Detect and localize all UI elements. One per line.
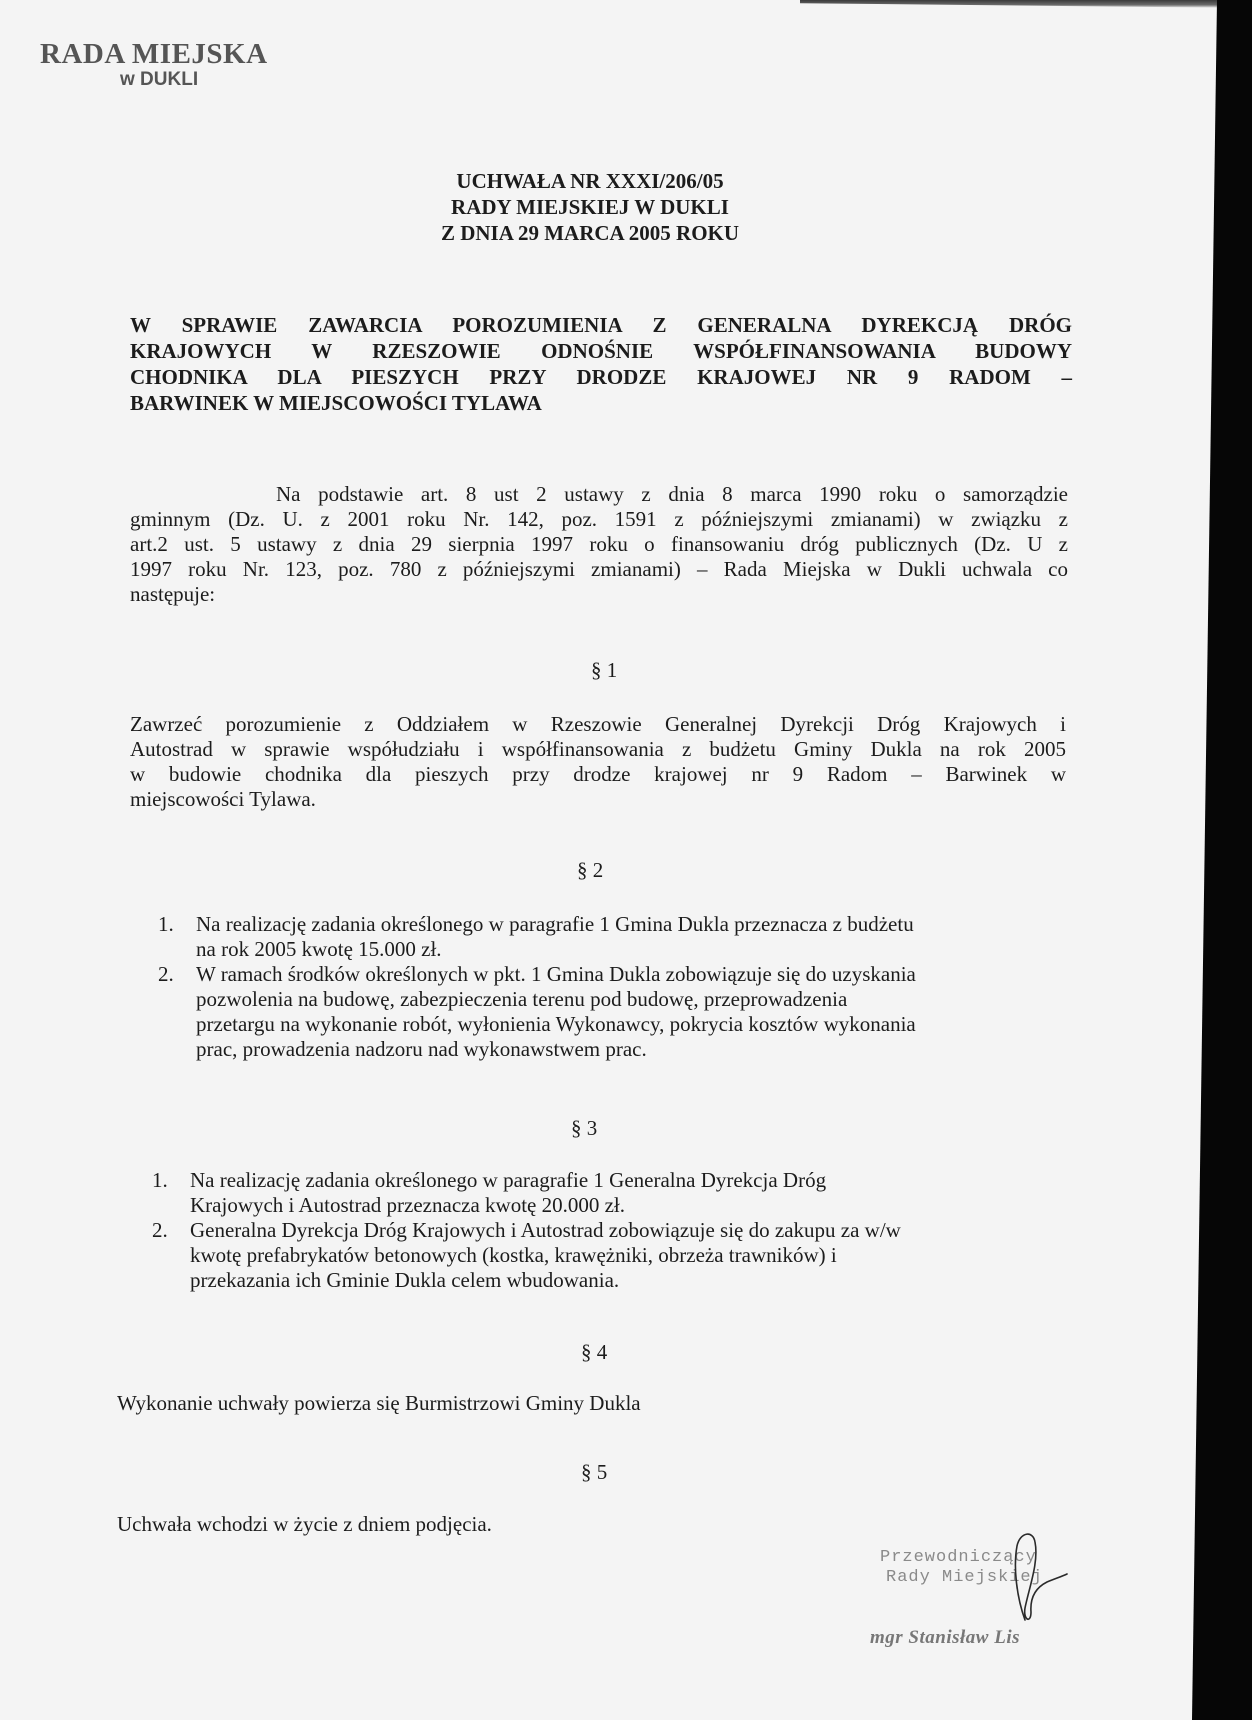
section-1-text (130, 712, 1066, 812)
list-item-line: Generalna Dyrekcja Dróg Krajowych i Autostrad zobowiązuje się do zakupu za w/w (190, 1218, 901, 1242)
list-item (158, 912, 916, 962)
list-item-line: pozwolenia na budowę, zabezpieczenia terenu pod budowę, przeprowadzenia (196, 987, 848, 1011)
signatory-name: mgr Stanisław Lis (870, 1627, 1020, 1648)
paragraph-line: gminnym (Dz. U. z 2001 roku Nr. 142, poz. 1591 z późniejszymi zmianami) w związku z (130, 507, 1068, 531)
paragraph-line: w budowie chodnika dla pieszych przy drodze krajowej nr 9 Radom – Barwinek w (130, 762, 1066, 786)
section-2-list (158, 912, 916, 1062)
list-item-line: kwotę prefabrykatów betonowych (kostka, krawężniki, obrzeża trawników) i (190, 1243, 837, 1267)
resolution-subject (130, 312, 1072, 416)
scan-edge-right (1192, 0, 1252, 1720)
list-item-line: przekazania ich Gminie Dukla celem wbudowania. (190, 1268, 620, 1292)
list-item-line: Na realizację zadania określonego w paragrafie 1 Gmina Dukla przeznacza z budżetu (196, 912, 914, 936)
list-item-line: Na realizację zadania określonego w paragrafie 1 Generalna Dyrekcja Dróg (190, 1168, 827, 1192)
section-3-heading: § 3 (571, 1116, 598, 1140)
paragraph-line: następuje: (130, 582, 216, 606)
section-3-list (152, 1168, 901, 1293)
stamp-line-town: w DUKLI (120, 69, 199, 90)
title-council: RADY MIEJSKIEJ W DUKLI (451, 195, 729, 219)
section-4-text: Wykonanie uchwały powierza się Burmistrzowi Gminy Dukla (117, 1391, 641, 1415)
section-5-text: Uchwała wchodzi w życie z dniem podjęcia. (117, 1512, 492, 1536)
list-item-line: W ramach środków określonych w pkt. 1 Gmina Dukla zobowiązuje się do uzyskania (196, 962, 916, 986)
council-header-stamp (40, 38, 340, 91)
title-date: Z DNIA 29 MARCA 2005 ROKU (440, 221, 740, 245)
resolution-title (360, 168, 820, 246)
list-item-line: prac, prowadzenia nadzoru nad wykonawstwem prac. (196, 1037, 647, 1061)
paragraph-line: 1997 roku Nr. 123, poz. 780 z późniejszymi zmianami) – Rada Miejska w Dukli uchwala co (130, 557, 1068, 581)
list-item-line: Krajowych i Autostrad przeznacza kwotę 20.000 zł. (190, 1193, 626, 1217)
list-item-line: przetargu na wykonanie robót, wyłonienia Wykonawcy, pokrycia kosztów wykonania (196, 1012, 916, 1036)
paragraph-line: Autostrad w sprawie współudziału i współfinansowania z budżetu Gminy Dukla na rok 2005 (130, 737, 1066, 761)
stamp-council: Rady Miejskiej (886, 1568, 1043, 1587)
paragraph-line: Na podstawie art. 8 ust 2 ustawy z dnia 8 marca 1990 roku o samorządzie (276, 482, 1068, 506)
list-item-number: 2. (158, 962, 174, 986)
list-item-number: 1. (152, 1168, 168, 1192)
handwritten-signature-icon (995, 1528, 1095, 1628)
subject-line: KRAJOWYCH W RZESZOWIE ODNOŚNIE WSPÓŁFINANSOWANIA BUDOWY (130, 339, 1072, 363)
stamp-title: Przewodniczący (880, 1548, 1037, 1567)
section-1-heading: § 1 (591, 658, 618, 682)
subject-line: W SPRAWIE ZAWARCIA POROZUMIENIA Z GENERALNA DYREKCJĄ DRÓG (130, 313, 1072, 337)
list-item (152, 1168, 901, 1218)
subject-line: BARWINEK W MIEJSCOWOŚCI TYLAWA (130, 391, 542, 415)
title-number: UCHWAŁA NR XXXI/206/05 (456, 169, 724, 193)
list-item (158, 962, 916, 1062)
list-item-number: 2. (152, 1218, 168, 1242)
list-item-number: 1. (158, 912, 174, 936)
section-4-heading: § 4 (581, 1340, 608, 1364)
section-5-heading: § 5 (581, 1460, 608, 1484)
stamp-line-council: RADA MIEJSKA (40, 38, 268, 70)
list-item (152, 1218, 901, 1293)
legal-basis-paragraph (130, 482, 1068, 607)
paragraph-line: art.2 ust. 5 ustawy z dnia 29 sierpnia 1997 roku o finansowaniu dróg publicznych (Dz. U z (130, 532, 1068, 556)
section-2-heading: § 2 (577, 858, 604, 882)
paragraph-line: miejscowości Tylawa. (130, 787, 316, 811)
subject-line: CHODNIKA DLA PIESZYCH PRZY DRODZE KRAJOWEJ NR 9 RADOM – (130, 365, 1072, 389)
paragraph-line: Zawrzeć porozumienie z Oddziałem w Rzeszowie Generalnej Dyrekcji Dróg Krajowych i (130, 712, 1066, 736)
scan-edge-top (800, 0, 1252, 8)
list-item-line: na rok 2005 kwotę 15.000 zł. (196, 937, 442, 961)
